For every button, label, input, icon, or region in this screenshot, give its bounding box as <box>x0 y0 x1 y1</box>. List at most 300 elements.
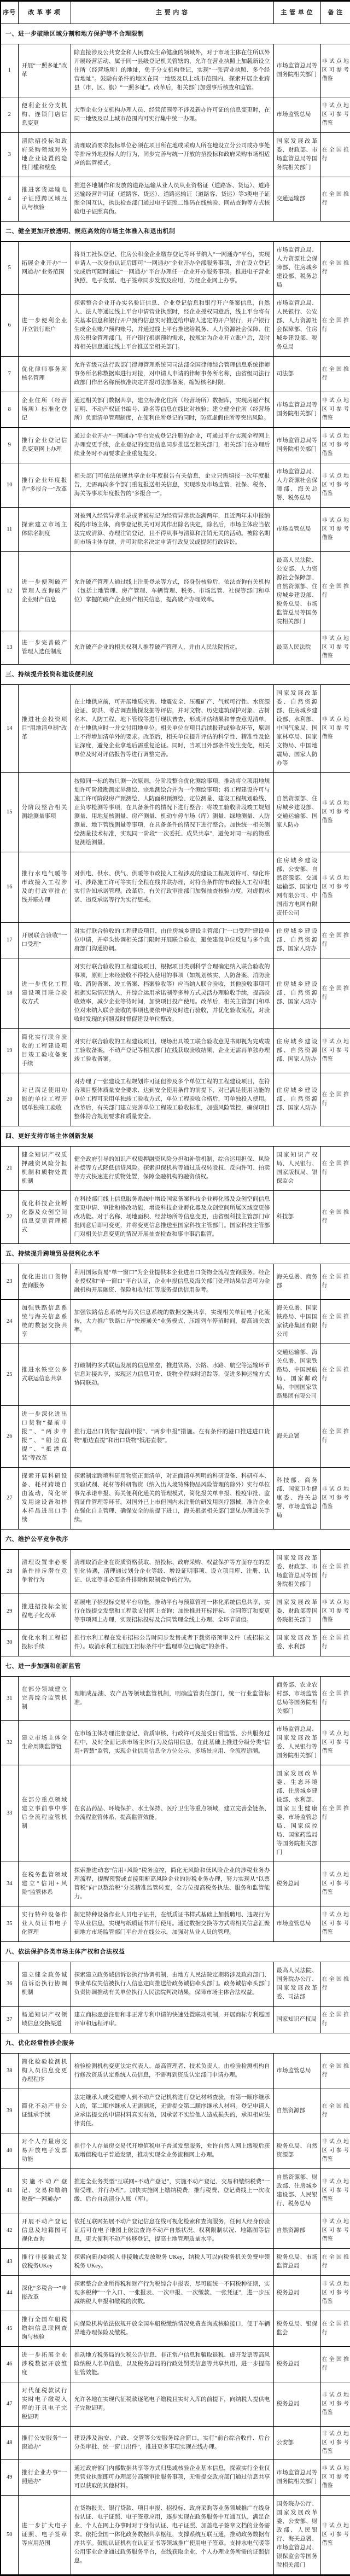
cell-item: 进一步便利破产管理人查询破产企业财产信息 <box>18 552 71 631</box>
cell-no: 17 <box>1 923 18 958</box>
cell-content: 相关部门可依法依规共享企业年度报告有关信息，企业只需填报一次年度报告，无需再向多个部门重复报送相关信息，实现涉及市场监管、社保、税务、海关等事项年度报告的“多报合一”。 <box>71 463 273 508</box>
cell-unit: 市场监管总局 <box>273 1906 320 1942</box>
column-header-content: 主 要 内 容 <box>71 1 273 24</box>
cell-no: 46 <box>1 2347 18 2382</box>
cell-remark: 在全国推行 <box>320 2249 350 2276</box>
table-row <box>1 2133 350 2169</box>
cell-remark: 在全国推行 <box>320 357 350 392</box>
cell-content: 在土地供应前，可开展地质灾害、地震安全、压覆矿产、气候可行性、水资源论证、防洪、考古调查勘探发掘等评估，并对文物、历史建筑保护对象、古树名木、人防工程、地下管线等进行现状普查，形成评估结果和普查意见清单，在土地供应时一并交付用地单位。相关单位在项目后续报建或验收环节，原则上不得增加清单外的要求。改革后，相关单位提升评估的科学性、精准性及论证深度，避免企业拿地后需重复论证。同时，当项目外部条件发生变化，相关单位及时对评估报告等进行调整完善。 <box>71 685 273 773</box>
cell-item: 清理设置非必要条件排斥潜在竞争者行为 <box>18 1550 71 1594</box>
table-row <box>1 133 350 177</box>
table-row <box>1 428 350 463</box>
table-row <box>1 1594 350 1630</box>
cell-item: 推进招投标全流程电子化改革 <box>18 1594 71 1630</box>
column-header-remark: 备 注 <box>320 1 350 24</box>
cell-no: 6 <box>1 295 18 357</box>
section-title: 六、维护公平竞争秩序 <box>1 1530 350 1550</box>
cell-no: 32 <box>1 1721 18 1765</box>
cell-content: 加强铁路信息系统与海关信息系统的数据交换共享，实现相关单证电子化流转，大力推广铁路口岸“快速通关”业务模式，压缩列车停留时间，提高通关效率。 <box>71 1300 273 1344</box>
table-row <box>1 2089 350 2133</box>
cell-unit: 住房城乡建设部、自然资源部、国家人防办 <box>273 958 320 1029</box>
cell-item: 推行企业办事“一照通办” <box>18 2460 71 2496</box>
cell-content: 探索整合企业所得税和财产行为税综合申报表，尽可能统一不同税种征期，实现多税种“一个入口、一张报表、一次申报、一次缴款、一张凭证”，进一步压减纳税人申报和缴税的次数。 <box>71 2276 273 2311</box>
cell-no: 24 <box>1 1300 18 1344</box>
cell-content: 对供电、供水、供气、供暖等市政接入工程涉及的建设工程规划许可、绿化许可、涉路施工许可等实行全程在线并联办理，对符合条件的市政接入工程审批实行告知承诺管理。改革后，有关行政审批部门加强抽查核验力度，对虚假承诺、违反承诺等行为实行惩戒。 <box>71 852 273 923</box>
cell-content: 对被列入经营异常名录或者被标记为经营异常状态满两年，且近两年未申报纳税的市场主体，商事登记机关可对其作出除名决定，除名后，市场主体应当依法完成清算、办理注销登记，且不得从事与清算和注销无关的活动。被除名期间市场主体存续，并可对除名决定申请行政复议或提起行政诉讼。 <box>71 508 273 552</box>
cell-remark: 在全国推行 <box>320 1147 350 1191</box>
cell-no: 42 <box>1 2213 18 2249</box>
cell-remark: 非试点地区可参考借鉴 <box>320 428 350 463</box>
table-row <box>1 2276 350 2311</box>
cell-unit: 市场监管总局 <box>273 97 320 133</box>
cell-remark: 在全国推行 <box>320 2311 350 2347</box>
cell-remark: 非试点地区可参考借鉴 <box>320 463 350 508</box>
cell-content: 通过相关部门数据共享，建立标准化住所（经营场所）数据库，实现房屋产权证明、不动产权证书编号、路名等信息在线比对核验；建立健全住所（经营场所）负面清单管理制度，在便利住所登记的同时，防范虚假住所等突出风险。 <box>71 392 273 428</box>
table-row <box>1 242 350 295</box>
cell-no: 4 <box>1 177 18 222</box>
table-row <box>1 2460 350 2496</box>
cell-item: 实施不动产登记、交易和缴纳税费“一网通办” <box>18 2169 71 2213</box>
table-row <box>1 773 350 852</box>
cell-no: 28 <box>1 1550 18 1594</box>
cell-content: 在食品药品、环境保护、水土保持、医疗卫生等重点领域，建立完善全链条、全流程监管体系，提高监管效能。 <box>71 1765 273 1862</box>
cell-no: 31 <box>1 1677 18 1721</box>
cell-unit: 最高人民法院、国务院办公厅、国家发展改革委、司法部 <box>273 1962 320 2007</box>
cell-item: 推进社会投资项目“用地清单制”改革 <box>18 685 71 773</box>
cell-item: 进一步拓展企业涉税数据开放维度 <box>18 2347 71 2382</box>
section-title: 五、持续提升跨境贸易便利化水平 <box>1 1244 350 1264</box>
cell-unit: 国家发展改革委、财政部、市场监管总局等国务院相关部门 <box>273 133 320 177</box>
cell-remark: 在全国推行 <box>320 1550 350 1594</box>
cell-no: 37 <box>1 2007 18 2033</box>
cell-item: 在部分重点领域建立事前事中事后全流程监管机制 <box>18 1765 71 1862</box>
column-header-unit: 主 管 单 位 <box>273 1 320 24</box>
cell-content: 制定特种设备作业人员电子证书，在纸质证书样式基础上加载聘用、违规行为等从业信息，实现与纸质证书并行使用。通过数据交换等方式将相关信息汇聚到地方市场监管部门平台并在线公示，加强对从业人员的管理。 <box>71 1906 273 1942</box>
cell-content: 拓展电子招投标交易平台功能，推动平台与预算管理一体化系统信息共享，实行在线提交发票和工程款支付网上查询；加快推进开标评标、合同签订和变更等事项网上办理，实现招标投标及合同管理全线上办理、全环节留痕。 <box>71 1594 273 1630</box>
cell-content: 对实行联合验收的工程建设项目，现场出具竣工联合验收意见书即视为完成竣工验收备案，不动产登记等相关部门在线获取验收结果，企业无需再单独办理竣工验收备案。 <box>71 1029 273 1073</box>
cell-unit: 司法部 <box>273 357 320 392</box>
table-row <box>1 2427 350 2460</box>
cell-content: 推进全业务类型“互联网+不动产登记”，实施不动产登记、交易和缴纳税费“一窗受理、并行办理”。加快实施网上缴纳税费，推行税费、登记费线上一次收缴、后台自动清分入账（库）。 <box>71 2169 273 2213</box>
cell-no: 20 <box>1 1073 18 1126</box>
cell-content: 允许破产管理人通过线上注册登录等方式，经身份核验后，依法查询有关机构（包括土地管理、房产管理、车辆管理、税务、市场监管、社保等部门和单位）掌握的破产企业财产相关信息，提高破产办理效率。 <box>71 552 273 631</box>
cell-content: 在市场主体办理注册登记、资质审核、行政许可及接受日常监管、公共服务过程中，及时全面记录市场主体行为及信用信息，在此基础上推进分级分类“信用+智慧”监管，实现企业信用信息全方位公示、多场景应用、全流程追溯。 <box>71 1721 273 1765</box>
cell-content: 探索建立政务诚信诉讼执行协调机制，由地方人民法院定期将涉及政府部门、事业单位失信被执行人信息定向推送给政务诚信牵头部门。政务诚信牵头部门负责协调推动有关单位执行人民法院判决结果，保障市场主体合法权益。 <box>71 1962 273 2007</box>
cell-content: 推行水利工程在发布招标公告时同步发售或者下载资格预审文件（或招标文件）。取消水利工程施工招标条件中“监理单位已确定”的条件。 <box>71 1630 273 1656</box>
cell-item: 简化检验检测机构人员信息变更办理程序 <box>18 2054 71 2089</box>
cell-content: 允许省级司法行政部门律师管理系统同司法部全国律师综合管理信息系统律师事务所名称数据库进行对接，对申请人申请的律师事务所名称，由省级司法行政部门作出名称预核准决定并报司法部备案，缩短核名时限。 <box>71 357 273 392</box>
cell-remark: 非试点地区可参考借鉴 <box>320 773 350 852</box>
table-row <box>1 2496 350 2575</box>
cell-unit: 税务总局、市场监管总局 <box>273 2249 320 2276</box>
cell-content: 探索推进动态“信用+风险”税务监控，简化无风险和低风险企业的涉税业务办理流程，提醒预警或直接阻断高风险企业的涉税业务办理，努力实现从“以票管税”向“以数治税”分类精准监管转变，全方位提高税务执法、服务和监管能力。 <box>71 1862 273 1906</box>
column-header-item: 改 革 事 项 <box>18 1 71 24</box>
cell-remark: 非试点地区可参考借鉴 <box>320 2213 350 2249</box>
section-title: 九、优化经常性涉企服务 <box>1 2033 350 2054</box>
table-row <box>1 177 350 222</box>
section-title: 一、进一步破除区域分割和地方保护等不合理限制 <box>1 24 350 44</box>
cell-remark: 非试点地区可参考借鉴 <box>320 2496 350 2575</box>
cell-unit: 市场监管总局等国务院相关部门 <box>273 2460 320 2496</box>
cell-item: 推行企业年度报告“多报合一”改革 <box>18 463 71 508</box>
cell-remark: 在全国推行 <box>320 1073 350 1126</box>
cell-remark: 在全国推行 <box>320 2007 350 2033</box>
cell-content: 探索整合企业开办实名验证信息、企业登记信息和银行开户备案信息，自然人、法人等通过线上平台申请营业执照时，经企业授权同意后，线上平台将有关基本信息和银行开户预约信息实时推送给申请人选定的开户银行，开户银行生成企业账户预约账号，并通过线上平台推送给税务、人力资源社会保障、住房公积金管理部门。开户银行根据预约需求，按规定为企业开立账户后，及时将相关信息通过线上平台推送至相关部门。 <box>71 295 273 357</box>
cell-remark: 在全国推行 <box>320 1344 350 1406</box>
cell-no: 14 <box>1 685 18 773</box>
section-header-row <box>1 24 350 44</box>
cell-no: 41 <box>1 2169 18 2213</box>
cell-item: 开展不动产登记信息及地籍图可视化查询 <box>18 2213 71 2249</box>
cell-content: 利用国际贸易“单一窗口”为企业提供本企业进出口货物全流程查询服务。经企业授权和“单一窗口”平台认证，企业申报信息及海关部门处理结果信息可为金融机构开展融资、保险和收付汇等服务提供信用参考。 <box>71 1264 273 1300</box>
table-row <box>1 44 350 97</box>
table-row <box>1 1406 350 1468</box>
cell-remark: 非试点地区可参考借鉴 <box>320 1594 350 1630</box>
cell-content: 按照同一标的物只测一次原则，分阶段整合优化测绘事项，推动将立项用地规划许可阶段勘测定界测绘、宗地测绘合并为一个测绘事项；将工程建设许可与施工许可阶段房产预测绘、人防面积预测绘、定位测量、建设工程规划验线、正负零检测等事项，在具备条件的情况下进行整合；将竣工验收阶段竣工规划测量、用地复核测量、房产测量、机动车停车场（库）测量、绿地测量、人防测量、地下管线测量等事项，在具备条件的情况下进行整合。加快统一相关测绘测量技术标准，实现同一阶段“一次委托、成果共享”，避免对同一标的物重复测绘测量。 <box>71 773 273 852</box>
cell-remark: 非试点地区可参考借鉴 <box>320 1721 350 1765</box>
cell-no: 45 <box>1 2311 18 2347</box>
table-row <box>1 1550 350 1594</box>
cell-item: 优化进出口货物查询服务 <box>18 1264 71 1300</box>
cell-content: 对实行联合验收的工程建设项目，根据项目类别科学合理确定纳入联合验收的事项，原则上未经验收不得投入使用的事项（如规划核实、人防备案、消防验收、消防备案、竣工备案、档案验收等）应当纳入联合验收，其他验收事项可根据实际情况纳入，并综合运用承诺制等多种方式灵活办理验收手续，提高验收效率，减少企业等待时间，加快项目投产使用。改革后，相关主管部门和单位对未纳入联合验收的事项也要依申请及时进行验收，并优化验收流程，对验收时发现的问题及时督促建设单位整改。 <box>71 958 273 1029</box>
table-header-row <box>1 1 350 24</box>
cell-item: 探索开展科研设备、耗材跨境自由流动，简化研发用途设备和样本样品进出口手续 <box>18 1468 71 1530</box>
cell-no: 9 <box>1 428 18 463</box>
cell-remark: 非试点地区可参考借鉴 <box>320 852 350 923</box>
cell-item: 推行水电气暖等市政接入工程涉及的行政审批在线并联办理 <box>18 852 71 923</box>
cell-unit: 国家发展改革委、生态环境部、住房城乡建设部、水利部、国家卫生健康委、市场监管总局、国家疾控局、国家药监局等国务院相关部门 <box>273 1765 320 1862</box>
cell-unit: 税务总局、自然资源部 <box>273 2133 320 2169</box>
cell-content: 在科技部门线上信息服务系统中增设国家备案科技企业孵化器及众创空间信息变更申请、审批和修改功能，增设科技企业孵化器及众创空间所属区域变更修改功能。对于名称、场地面积、经营场所等信息变更，由省级科技主管部门审批同意后即可变更，并将变更信息推送至国家科技主管部门。国家科技主管部门对相关信息变更的情况开展抽查检查和事中事后监管。 <box>71 1191 273 1244</box>
table-row <box>1 295 350 357</box>
cell-unit: 国务院办公厅、国家发展改革委、公安部、财政部、人民银行、海关总署、市场监管总局、银保监会等国务院相关部门 <box>273 2496 320 2575</box>
table-row <box>1 1862 350 1906</box>
cell-item: 建立健全政务诚信诉讼执行协调机制 <box>18 1962 71 2007</box>
cell-unit: 自然资源部 <box>273 2213 320 2249</box>
cell-content: 推动地方税务局的欠税公告信息、非正常户信息和骗取退税、虚开发票等高风险纳税人名单信息，以及税务总局的行政处罚类信息等共享共用，进一步提高征管效能。 <box>71 2347 273 2382</box>
cell-remark: 非试点地区可参考借鉴 <box>320 392 350 428</box>
cell-content: 打破制约多式联运发展的信息壁垒，推进铁路、公路、水路、航空等运输环节信息对接共享，实现运力信息可查、货物全程实时追踪等，促进多种运输方式协同联动。 <box>71 1344 273 1406</box>
cell-item: 推行非接触式发放税务UKey <box>18 2249 71 2276</box>
cell-content: 建立商标恶意注册和非正常专利申请的快速处置联动机制，开展商标专利巡回评审和远程评审。 <box>71 2007 273 2033</box>
cell-item: 推行公安服务“一窗通办” <box>18 2427 71 2460</box>
cell-item: 优化水利工程招投标手续 <box>18 1630 71 1656</box>
table-row <box>1 1468 350 1530</box>
cell-item: 优化科技企业孵化器及众创空间信息变更管理模式 <box>18 1191 71 1244</box>
cell-unit: 国家发展改革委、财政部、市场监管总局等国务院相关部门 <box>273 1550 320 1594</box>
cell-item: 进一步完善破产管理人选任制度 <box>18 631 71 665</box>
cell-remark: 非试点地区可参考借鉴 <box>320 2133 350 2169</box>
cell-remark: 在全国推行 <box>320 295 350 357</box>
cell-no: 16 <box>1 852 18 923</box>
cell-unit: 市场监管总局、国家发展改革委、人民银行等国务院相关部门 <box>273 1721 320 1765</box>
cell-unit: 税务总局 <box>273 1862 320 1906</box>
cell-remark: 在全国推行 <box>320 2347 350 2382</box>
cell-remark: 在全国推行 <box>320 552 350 631</box>
table-row <box>1 2054 350 2089</box>
table-row <box>1 2169 350 2213</box>
cell-item: 推行全国车船税缴纳信息联网查询与核验 <box>18 2311 71 2347</box>
cell-item: 进一步扩大电子证照、电子签章等应用范围 <box>18 2496 71 2575</box>
cell-no: 18 <box>1 958 18 1029</box>
cell-content: 向保险机构依法依规开放全国车船税缴纳情况免费查询或核验接口，便于车辆异地办理保险及缴税。 <box>71 2311 273 2347</box>
cell-remark: 非试点地区可参考借鉴 <box>320 2382 350 2427</box>
cell-item: 探索建立市场主体除名制度 <box>18 508 71 552</box>
section-title: 四、更好支持市场主体创新发展 <box>1 1126 350 1147</box>
section-title: 八、依法保护各类市场主体产权和合法权益 <box>1 1942 350 1962</box>
cell-item: 拓展企业开办“一网通办”业务范围 <box>18 242 71 295</box>
cell-item: 深化“多税合一”申报改革 <box>18 2276 71 2311</box>
cell-item: 在部分领域建立完善综合监管机制 <box>18 1677 71 1721</box>
cell-no: 13 <box>1 631 18 665</box>
cell-remark: 在全国推行 <box>320 1406 350 1468</box>
cell-remark: 在全国推行 <box>320 1191 350 1244</box>
cell-no: 8 <box>1 392 18 428</box>
cell-unit: 市场监管总局等国务院相关部门 <box>273 428 320 463</box>
cell-content: 将员工社保登记、住房公积金企业缴存登记等环节纳入“一网通办”平台，实现申请人一次身份认证后即可“一网通办”企业开办全部服务事项，并在设立登记完成后可随时通过“一网通办”平台办理任一企业开办服务事项。推进电子营业执照、电子发票、电子签章同步发放及应用，方便企业网上办事。 <box>71 242 273 295</box>
cell-content: 法定继承人或受遗赠人到不动产登记机构进行登记材料查验，有第一顺序继承人的，第二顺序继承人无需到场，无需提交第二顺序继承人材料。登记申请人应承诺提交的申请材料真实有效，因承诺不实给他人造成损失的，承担相应法律责任。 <box>71 2089 273 2133</box>
cell-content: 推进各地制作和发放的道路运输从业人员从业资格证（道路客、货运）、道路运输经营许可证（道路客、货运）、道路运输证（道路客、货运）等3类电子证照全国互认，执法检查部门通过电子证照二维码在线核验、网站查询等方式核验电子证照真伪。 <box>71 177 273 222</box>
cell-no: 47 <box>1 2382 18 2427</box>
table-row <box>1 1029 350 1073</box>
cell-unit: 交通运输部 <box>273 177 320 222</box>
section-title: 七、进一步加强和创新监管 <box>1 1656 350 1677</box>
cell-remark: 在全国推行 <box>320 1630 350 1656</box>
cell-no: 29 <box>1 1594 18 1630</box>
cell-item: 对个人存量房交易开放电子发票功能 <box>18 2133 71 2169</box>
cell-unit: 公安部 <box>273 2427 320 2460</box>
cell-no: 34 <box>1 1862 18 1906</box>
cell-remark: 非试点地区可参考借鉴 <box>320 2276 350 2311</box>
cell-item: 分阶段整合相关测绘测量事项 <box>18 773 71 852</box>
cell-no: 49 <box>1 2460 18 2496</box>
cell-content: 允许破产企业的相关权利人推荐破产管理人，并由人民法院指定。 <box>71 631 273 665</box>
cell-unit: 住房城乡建设部、公安部、自然资源部、交通运输部、国家电网有限公司、中国南方电网有限责任公司 <box>273 852 320 923</box>
cell-unit: 市场监管总局、人力资源社会保障部、海关总署、税务总局 <box>273 463 320 508</box>
table-row <box>1 552 350 631</box>
cell-unit: 市场监管总局等国务院相关部门 <box>273 392 320 428</box>
cell-remark: 非试点地区可参考借鉴 <box>320 508 350 552</box>
cell-no: 35 <box>1 1906 18 1942</box>
cell-content: 探索向新办纳税人非接触式发放税务 UKey，纳税人可以向税务机关免费申领税务 UKey。 <box>71 2249 273 2276</box>
section-header-row <box>1 1656 350 1677</box>
table-row <box>1 2249 350 2276</box>
cell-remark: 非试点地区可参考借鉴 <box>320 1468 350 1530</box>
cell-content: 理顺成品油、农产品等领域监管机制，明确监管责任部门，统一行业监管标准。 <box>71 1677 273 1721</box>
cell-content: 除直接涉及公共安全和人民群众生命健康的领域外，对于市场主体在住所以外开展经营活动、属于同一县级登记机关管辖的，允许在营业执照上加载新设立住所（经营场所）的地址，免于分支机构登记，实现“一张营业执照、多个经营地址”。鼓励有条件的地区在同一地级及以上城市范围内，探索开展企业跨县（市、区、旗）“一照多址”。改革后，相关部门加强事后核查和监管。 <box>71 44 273 97</box>
cell-unit: 税务总局 <box>273 2347 320 2382</box>
cell-content: 清理取消要求投标单位必须在项目所在地或采购人所在地设立分公司或办事处等排斥外地投标人的行为，同步完善与统一开放的招投标和政府采购市场相适应的监管模式。 <box>71 133 273 177</box>
cell-no: 15 <box>1 773 18 852</box>
cell-no: 1 <box>1 44 18 97</box>
cell-item: 健全知识产权质押融资风险分担机制和质物处置机制 <box>18 1147 71 1191</box>
cell-item: 简化实行联合验收的工程建设项目竣工验收备案手续 <box>18 1029 71 1073</box>
cell-content: 通过政府部门内部数据共享等方式归集或核验企业基本信息，探索实行企业仅凭营业执照即可办理部分高频审批服务事项，无需提交政府部门通过信息共享可以获取的其他材料。 <box>71 2460 273 2496</box>
table-row <box>1 1765 350 1862</box>
cell-no: 5 <box>1 242 18 295</box>
table-row <box>1 2311 350 2347</box>
cell-content: 推行进出口货物“提前申报”、“两步申报”措施。在有条件的港口推进进口货物“船边直提”和出口货物“抵港直装”。 <box>71 1406 273 1468</box>
section-header-row <box>1 1530 350 1550</box>
cell-no: 33 <box>1 1765 18 1862</box>
cell-unit: 国家发展改革委、财政部等国务院相关部门 <box>273 1594 320 1630</box>
cell-remark: 在全国推行 <box>320 2054 350 2089</box>
cell-item: 优化律师事务所核名管理 <box>18 357 71 392</box>
cell-content: 允许各地在实现代征税款逐笔电子缴税且实时入库的前提下，向纳税人提供电子完税证明。 <box>71 2382 273 2427</box>
cell-item: 清除招投标和政府采购领域对外地企业设置的隐性门槛和壁垒 <box>18 133 71 177</box>
table-row <box>1 1906 350 1942</box>
cell-item: 开展“一照多址”改革 <box>18 44 71 97</box>
cell-unit: 税务总局 <box>273 2382 320 2427</box>
cell-item: 推行企业登记信息变更网上办理 <box>18 428 71 463</box>
cell-item: 进一步优化工程建设项目联合验收方式 <box>18 958 71 1029</box>
table-row <box>1 463 350 508</box>
cell-item: 在税务监管领域建立“信用+风险”监管体系 <box>18 1862 71 1906</box>
cell-remark: 非试点地区可参考借鉴 <box>320 1029 350 1073</box>
cell-content: 对实行联合验收的工程建设项目，由住房城乡建设主管部门“一口受理”建设单位申请，并牵头协调相关部门限时开展联合验收，避免建设单位反复与多个政府部门沟通协调。 <box>71 923 273 958</box>
cell-remark: 在全国推行 <box>320 1300 350 1344</box>
section-title: 二、健全更加开放透明、规范高效的市场主体准入和退出机制 <box>1 222 350 242</box>
cell-remark: 非试点地区可参考借鉴 <box>320 2427 350 2460</box>
cell-unit: 自然资源部、财政部、住房城乡建设部、人民银行、税务总局 <box>273 2169 320 2213</box>
cell-unit: 住房城乡建设部、自然资源部、国家人防办 <box>273 1073 320 1126</box>
cell-remark: 在全国推行 <box>320 1765 350 1862</box>
cell-no: 43 <box>1 2249 18 2276</box>
cell-no: 7 <box>1 357 18 392</box>
cell-unit: 市场监管总局 <box>273 508 320 552</box>
cell-no: 48 <box>1 2427 18 2460</box>
table-row <box>1 392 350 428</box>
table-row <box>1 1147 350 1191</box>
cell-remark: 非试点地区可参考借鉴 <box>320 1906 350 1942</box>
section-header-row <box>1 1244 350 1264</box>
cell-item: 推进客货运输电子证照跨区域互认与核验 <box>18 177 71 222</box>
table-row <box>1 958 350 1029</box>
cell-unit: 国家发展改革委、水利部 <box>273 1630 320 1656</box>
cell-no: 38 <box>1 2054 18 2089</box>
table-row <box>1 1721 350 1765</box>
cell-unit: 最高人民法院 <box>273 631 320 665</box>
table-row <box>1 1630 350 1656</box>
cell-content: 大型企业分支机构办理人员、经营范围等不涉及新办许可证的信息变更时，在同一地级及以上城市范围内可实行集中统一办理。 <box>71 97 273 133</box>
cell-remark: 在全国推行 <box>320 177 350 222</box>
cell-no: 23 <box>1 1264 18 1300</box>
table-row <box>1 1264 350 1300</box>
cell-no: 36 <box>1 1962 18 2007</box>
cell-unit: 市场监管总局、人力资源社会保障部、住房城乡建设部、税务总局 <box>273 242 320 295</box>
cell-unit: 海关总署、商务部 <box>273 1264 320 1300</box>
cell-no: 50 <box>1 2496 18 2575</box>
table-row <box>1 631 350 665</box>
cell-item: 实行特种设备作业人员证书电子化管理 <box>18 1906 71 1942</box>
cell-item: 开展联合验收“一口受理” <box>18 923 71 958</box>
cell-no: 2 <box>1 97 18 133</box>
table-row <box>1 2213 350 2249</box>
table-row <box>1 357 350 392</box>
cell-no: 12 <box>1 552 18 631</box>
cell-remark: 在全国推行 <box>320 2089 350 2133</box>
cell-unit: 住房城乡建设部、自然资源部、国家人防办 <box>273 1029 320 1073</box>
cell-unit: 科技部 <box>273 1191 320 1244</box>
cell-content: 探索制定跨境科研用物资正面清单，对正面清单列明的科研设备、科研样本、实验试剂、耗材等科研物资（纳入出入境特殊物品风险管理的除外）实行单位事先承诺申报、海关便利化通关的管理模式，简化报关单申报、检疫审批、监管证件管理等环节。对国外已上市但国内未注册的研发用医疗器械，准许企业在强化自主管理、确保安全的前提下进口，海关根据相关部门意见办理通关手续。 <box>71 1468 273 1530</box>
cell-item: 进一步深化进出口货物“提前申报”、“两步申报”、“船边直提”、“抵港直装”等改革 <box>18 1406 71 1468</box>
cell-unit: 市场监管总局、人民银行、公安部、人力资源社会保障部、住房城乡建设部、税务总局 <box>273 295 320 357</box>
cell-remark: 在全国推行 <box>320 923 350 958</box>
cell-remark: 在全国推行 <box>320 242 350 295</box>
cell-no: 21 <box>1 1147 18 1191</box>
cell-item: 对代征税款试行实时电子缴税入库的开具电子完税证明 <box>18 2382 71 2427</box>
cell-no: 27 <box>1 1468 18 1530</box>
section-title: 三、持续提升投资和建设便利度 <box>1 665 350 685</box>
cell-remark: 在全国推行 <box>320 133 350 177</box>
column-header-no: 序号 <box>1 1 18 24</box>
table-row <box>1 97 350 133</box>
cell-unit: 自然资源部 <box>273 2089 320 2133</box>
section-header-row <box>1 1126 350 1147</box>
cell-unit: 市场监管总局 <box>273 2054 320 2089</box>
cell-unit: 海关总署、国家铁路局、中国国家铁路集团有限公司 <box>273 1300 320 1344</box>
table-row <box>1 2347 350 2382</box>
cell-content: 通过企业开办“一网通办”平台完成登记注册的企业，可通过平台实现全程网上办理变更手续，企业登记的变更信息同步推送至相关部门，相关部门在办理后续业务时不再要求企业重复提交。 <box>71 428 273 463</box>
cell-unit: 国家发展改革委、自然资源部、住房城乡建设部、水利部、中国气象局、国家林草局、国家文物局、中国地震局、国家人防办等 <box>273 685 320 773</box>
table-row <box>1 508 350 552</box>
cell-remark: 非试点地区可参考借鉴 <box>320 631 350 665</box>
cell-item: 企业住所（经营场所）标准化登记 <box>18 392 71 428</box>
cell-remark: 非试点地区可参考借鉴 <box>320 97 350 133</box>
cell-no: 26 <box>1 1406 18 1468</box>
cell-unit: 海关总署 <box>273 1406 320 1468</box>
cell-unit: 税务总局 <box>273 2276 320 2311</box>
cell-no: 39 <box>1 2089 18 2133</box>
table-row <box>1 1344 350 1406</box>
cell-item: 进一步便利企业开立银行账户 <box>18 295 71 357</box>
cell-no: 19 <box>1 1029 18 1073</box>
cell-content: 建设涉及治安、户政、交管等公安服务综合窗口，实行“前台综合收件、后台分类审批、统一窗口出件”，推进更多事项实现在线办理。 <box>71 2427 273 2460</box>
section-header-row <box>1 1942 350 1962</box>
cell-unit: 市场监管总局等国务院相关部门 <box>273 44 320 97</box>
cell-no: 11 <box>1 508 18 552</box>
cell-content: 清理取消企业在资质资格获取、招投标、政府采购、权益保护等方面存在的差别化待遇，清理通过划分企业等级、增设证明事项、设立项目库、注册、认证、认定等非必要条件排除和限制竞争的行为。 <box>71 1550 273 1594</box>
cell-no: 30 <box>1 1630 18 1656</box>
table-row <box>1 2007 350 2033</box>
cell-unit: 国家知识产权局、人民银行、国家版权局、银保监会 <box>273 1147 320 1191</box>
cell-content: 健全政府引导的知识产权质押融资风险分担和补偿机制，综合运用担保、风险补偿等方式降低信贷风险。探索担保机构等通过质权转股权、反向许可、拍卖等方式快速进行质物处置，保障金融机构的融资债权。 <box>71 1147 273 1191</box>
cell-remark: 非试点地区可参考借鉴 <box>320 1862 350 1906</box>
cell-remark: 在全国推行 <box>320 1264 350 1300</box>
cell-remark: 非试点地区可参考借鉴 <box>320 44 350 97</box>
cell-remark: 非试点地区可参考借鉴 <box>320 2169 350 2213</box>
table-row <box>1 1300 350 1344</box>
cell-unit: 最高人民法院、公安部、人力资源社会保障部、自然资源部、住房城乡建设部、税务总局、市场监管总局等国务院相关部门 <box>273 552 320 631</box>
cell-item: 加强铁路信息系统与海关信息系统的数据交换共享 <box>18 1300 71 1344</box>
cell-no: 22 <box>1 1191 18 1244</box>
cell-no: 10 <box>1 463 18 508</box>
table-row <box>1 1191 350 1244</box>
section-header-row <box>1 665 350 685</box>
cell-unit: 住房城乡建设部、自然资源部、国家人防办 <box>273 923 320 958</box>
cell-unit: 交通运输部、海关总署、国家铁路局、中国民航局、国家邮政局、中国国家铁路集团有限公司 <box>273 1344 320 1406</box>
cell-remark: 在全国推行 <box>320 958 350 1029</box>
cell-unit: 自然资源部、住房城乡建设部、交通运输部、国家人防办 <box>273 773 320 852</box>
table-row <box>1 2382 350 2427</box>
section-header-row <box>1 2033 350 2054</box>
cell-content: 检验检测机构变更法定代表人、最高管理者、技术负责人，由检验检测机构自行修改资质认定系统人员信息，不需再到资质认定部门申请办理。 <box>71 2054 273 2089</box>
table-row <box>1 685 350 773</box>
cell-item: 推进水铁空公多式联运信息共享 <box>18 1344 71 1406</box>
cell-no: 3 <box>1 133 18 177</box>
cell-item: 畅通知识产权领域信息交换渠道 <box>18 2007 71 2033</box>
section-header-row <box>1 222 350 242</box>
